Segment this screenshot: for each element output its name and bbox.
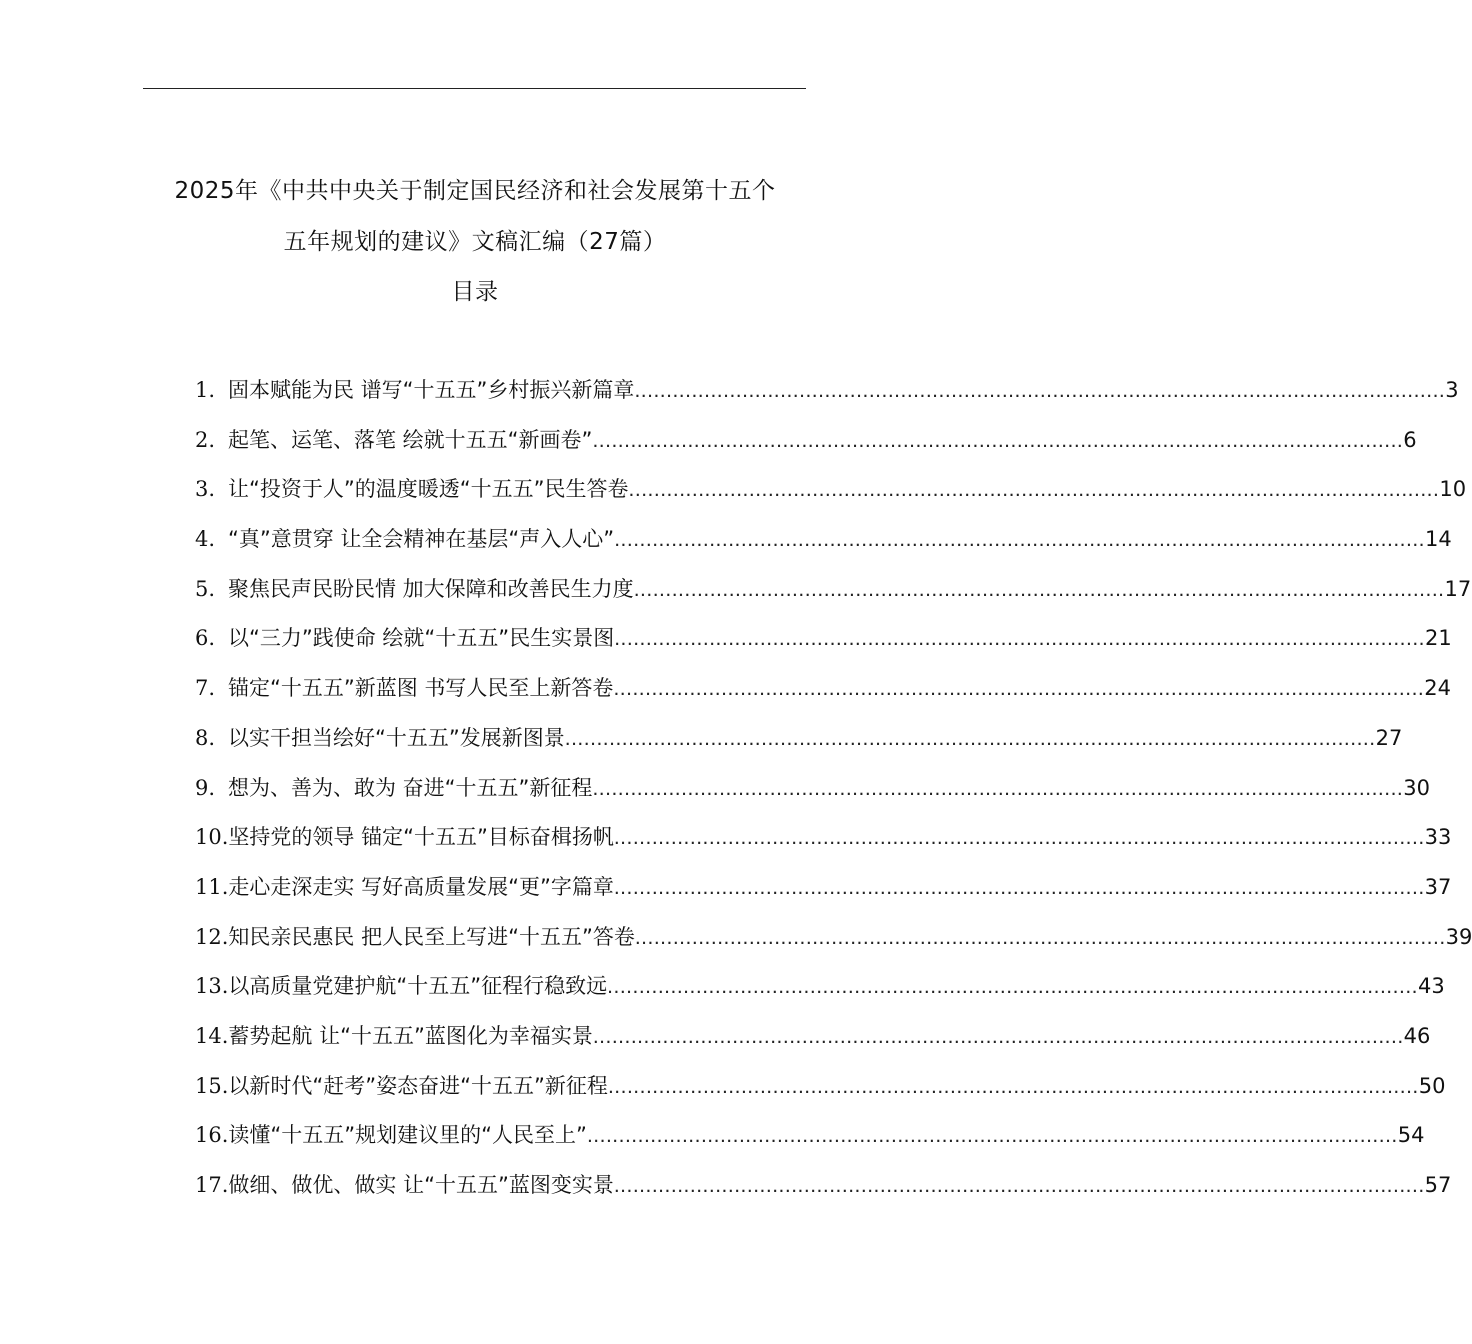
toc-dot-leader — [592, 423, 1403, 459]
toc-entry[interactable] — [195, 919, 1472, 969]
toc-entry-number: 12. — [195, 924, 229, 949]
toc-entry[interactable] — [195, 720, 1403, 770]
toc-entry[interactable] — [195, 521, 1452, 571]
toc-entry[interactable] — [195, 670, 1451, 720]
toc-entry-page-number[interactable]: 17 — [1444, 576, 1472, 601]
toc-entry-title[interactable]: 以“三力”践使命 绘就“十五五”民生实景图 — [228, 626, 615, 651]
toc-entry-page-number[interactable]: 21 — [1425, 626, 1452, 651]
toc-entry-title[interactable]: 固本赋能为民 谱写“十五五”乡村振兴新篇章 — [228, 378, 635, 402]
toc-entry-title[interactable]: 知民亲民惠民 把人民至上写进“十五五”答卷 — [228, 924, 635, 949]
toc-dot-leader — [613, 671, 1424, 707]
toc-entry-number: 5. — [195, 576, 216, 601]
toc-entry-number: 9. — [195, 775, 216, 800]
toc-entry-page-number[interactable]: 33 — [1424, 825, 1452, 850]
toc-entry-number: 16. — [195, 1123, 229, 1148]
toc-dot-leader — [565, 721, 1376, 757]
toc-entry-title[interactable]: 让“投资于人”的温度暖透“十五五”民生答卷 — [228, 477, 629, 502]
header-rule — [143, 88, 806, 89]
toc-entry-page-number[interactable]: 14 — [1425, 527, 1452, 552]
toc-entry-number: 13. — [195, 974, 229, 999]
toc-entry-page-number[interactable]: 50 — [1418, 1073, 1446, 1098]
toc-entry-page-number[interactable]: 6 — [1403, 427, 1417, 452]
document-title-line-1: 2025年《中共中央关于制定国民经济和社会发展第十五个 — [174, 178, 776, 204]
toc-entry-page-number[interactable]: 24 — [1424, 676, 1451, 701]
toc-entry-page-number[interactable]: 46 — [1403, 1023, 1431, 1048]
toc-entry-number: 17. — [195, 1173, 229, 1197]
toc-entry-title[interactable]: 蓄势起航 让“十五五”蓝图化为幸福实景 — [228, 1023, 593, 1048]
table-of-contents — [195, 372, 1472, 1217]
toc-dot-leader — [593, 1019, 1404, 1055]
toc-entry-title[interactable]: 以实干担当绘好“十五五”发展新图景 — [228, 725, 565, 750]
toc-entry[interactable] — [195, 422, 1417, 472]
toc-entry-page-number[interactable]: 27 — [1375, 725, 1403, 750]
toc-entry-number: 3. — [195, 477, 216, 502]
toc-entry[interactable] — [195, 372, 1459, 422]
toc-entry-page-number[interactable]: 57 — [1424, 1173, 1452, 1197]
toc-entry-number: 2. — [195, 427, 216, 452]
toc-dot-leader — [614, 621, 1425, 657]
toc-entry-page-number[interactable]: 54 — [1397, 1123, 1425, 1148]
toc-entry[interactable] — [195, 620, 1452, 670]
toc-entry-page-number[interactable]: 43 — [1417, 974, 1445, 999]
toc-dot-leader — [629, 472, 1440, 508]
toc-entry-title[interactable]: 以新时代“赶考”姿态奋进“十五五”新征程 — [228, 1073, 608, 1098]
toc-entry-page-number[interactable]: 37 — [1424, 874, 1452, 899]
document-title-line-2: 五年规划的建议》文稿汇编（27篇） — [283, 229, 667, 255]
toc-entry[interactable] — [195, 571, 1472, 621]
toc-entry[interactable] — [195, 869, 1452, 919]
toc-dot-leader — [634, 572, 1445, 608]
toc-dot-leader — [614, 1168, 1425, 1204]
toc-entry[interactable] — [195, 1068, 1446, 1118]
toc-entry-number: 1. — [195, 378, 216, 402]
toc-entry-page-number[interactable]: 39 — [1445, 924, 1472, 949]
toc-entry-title[interactable]: 坚持党的领导 锚定“十五五”目标奋楫扬帆 — [228, 825, 614, 850]
toc-entry-number: 8. — [195, 725, 216, 750]
toc-entry[interactable] — [195, 1117, 1425, 1167]
toc-entry-title[interactable]: 以高质量党建护航“十五五”征程行稳致远 — [228, 974, 608, 999]
toc-entry-number: 6. — [195, 626, 216, 651]
toc-entry-number: 4. — [195, 527, 216, 552]
toc-entry-title[interactable]: 锚定“十五五”新蓝图 书写人民至上新答卷 — [228, 676, 614, 701]
toc-entry[interactable] — [195, 819, 1452, 869]
toc-entry[interactable] — [195, 1167, 1452, 1217]
toc-entry-number: 11. — [195, 874, 229, 899]
toc-entry-title[interactable]: 做细、做优、做实 让“十五五”蓝图变实景 — [228, 1173, 614, 1197]
toc-entry-title[interactable]: 起笔、运笔、落笔 绘就十五五“新画卷” — [228, 427, 593, 452]
toc-dot-leader — [635, 920, 1446, 956]
toc-entry[interactable] — [195, 770, 1430, 820]
toc-entry-title[interactable]: “真”意贯穿 让全会精神在基层“声入人心” — [228, 527, 615, 552]
toc-entry-title[interactable]: 聚焦民声民盼民情 加大保障和改善民生力度 — [228, 576, 634, 601]
toc-heading: 目录 — [451, 279, 499, 305]
toc-entry-title[interactable]: 走心走深走实 写好高质量发展“更”字篇章 — [228, 874, 614, 899]
toc-dot-leader — [634, 373, 1445, 409]
toc-entry-number: 15. — [195, 1073, 229, 1098]
toc-entry[interactable] — [195, 1018, 1431, 1068]
toc-entry-title[interactable]: 想为、善为、敢为 奋进“十五五”新征程 — [228, 775, 593, 800]
toc-entry-title[interactable]: 读懂“十五五”规划建议里的“人民至上” — [228, 1123, 587, 1148]
toc-entry[interactable] — [195, 968, 1445, 1018]
toc-entry-page-number[interactable]: 3 — [1445, 378, 1459, 402]
toc-dot-leader — [608, 1069, 1419, 1105]
toc-entry-number: 10. — [195, 825, 229, 850]
toc-entry-page-number[interactable]: 30 — [1403, 775, 1430, 800]
toc-entry[interactable] — [195, 471, 1467, 521]
toc-dot-leader — [614, 870, 1425, 906]
toc-entry-number: 7. — [195, 676, 216, 701]
toc-entry-number: 14. — [195, 1023, 229, 1048]
toc-dot-leader — [607, 969, 1418, 1005]
toc-dot-leader — [587, 1118, 1398, 1154]
toc-dot-leader — [592, 771, 1403, 807]
toc-dot-leader — [614, 522, 1425, 558]
toc-entry-page-number[interactable]: 10 — [1439, 477, 1467, 502]
toc-dot-leader — [614, 820, 1425, 856]
